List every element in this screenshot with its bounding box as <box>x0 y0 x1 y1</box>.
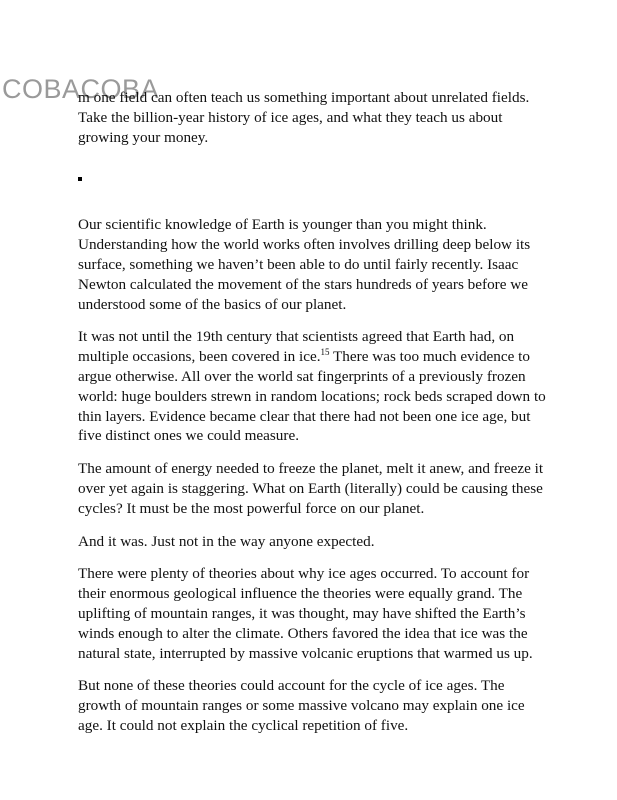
paragraph-2 <box>78 327 548 446</box>
paragraph-1: Our scientific knowledge of Earth is younger than you might think. Understanding how the world works often involves drilling deep below its surface, something we haven’t been able to do until fairly recently. Isaac Newton calculated the movement of the stars hundreds of years before we understood some of the basics of our planet. <box>78 216 531 313</box>
paragraph-5: There were plenty of theories about why ice ages occurred. To account for their enormous geological influence the theories were equally grand. The uplifting of mountain ranges, it was thought, may have shifted the Earth’s winds enough to alter the climate. Others favored the idea that ice was the natural state, interrupted by massive volcanic eruptions that warmed us up. <box>78 565 533 662</box>
section-bullet <box>78 177 82 181</box>
watermark: COBACOBA <box>2 74 160 104</box>
paragraph-2-part-b: There was too much evidence to argue otherwise. All over the world sat fingerprints of a previously frozen world: huge boulders strewn in random locations; rock beds scraped down to thin layers. Evidence became clear that there had not been one ice age, but five distinct ones we could measure. <box>78 348 546 445</box>
paragraph-3: The amount of energy needed to freeze the planet, melt it anew, and freeze it over yet again is staggering. What on Earth (literally) could be causing these cycles? It must be the most powerful force on our planet. <box>78 460 544 517</box>
paragraph-2-part-a: It was not until the 19th century that scientists agreed that Earth had, on multiple occasions, been covered in ice. <box>78 328 515 366</box>
paragraph-4: And it was. Just not in the way anyone expected. <box>78 532 375 550</box>
footnote-ref[interactable]: 15 <box>320 347 330 358</box>
document-page <box>78 88 548 749</box>
intro-paragraph: m one field can often teach us something important about unrelated fields. Take the billion-year history of ice ages, and what they teach us about growing your money. <box>78 89 530 146</box>
paragraph-6: But none of these theories could account for the cycle of ice ages. The growth of mountain ranges or some massive volcano may explain one ice age. It could not explain the cyclical repetition of five. <box>78 677 525 734</box>
